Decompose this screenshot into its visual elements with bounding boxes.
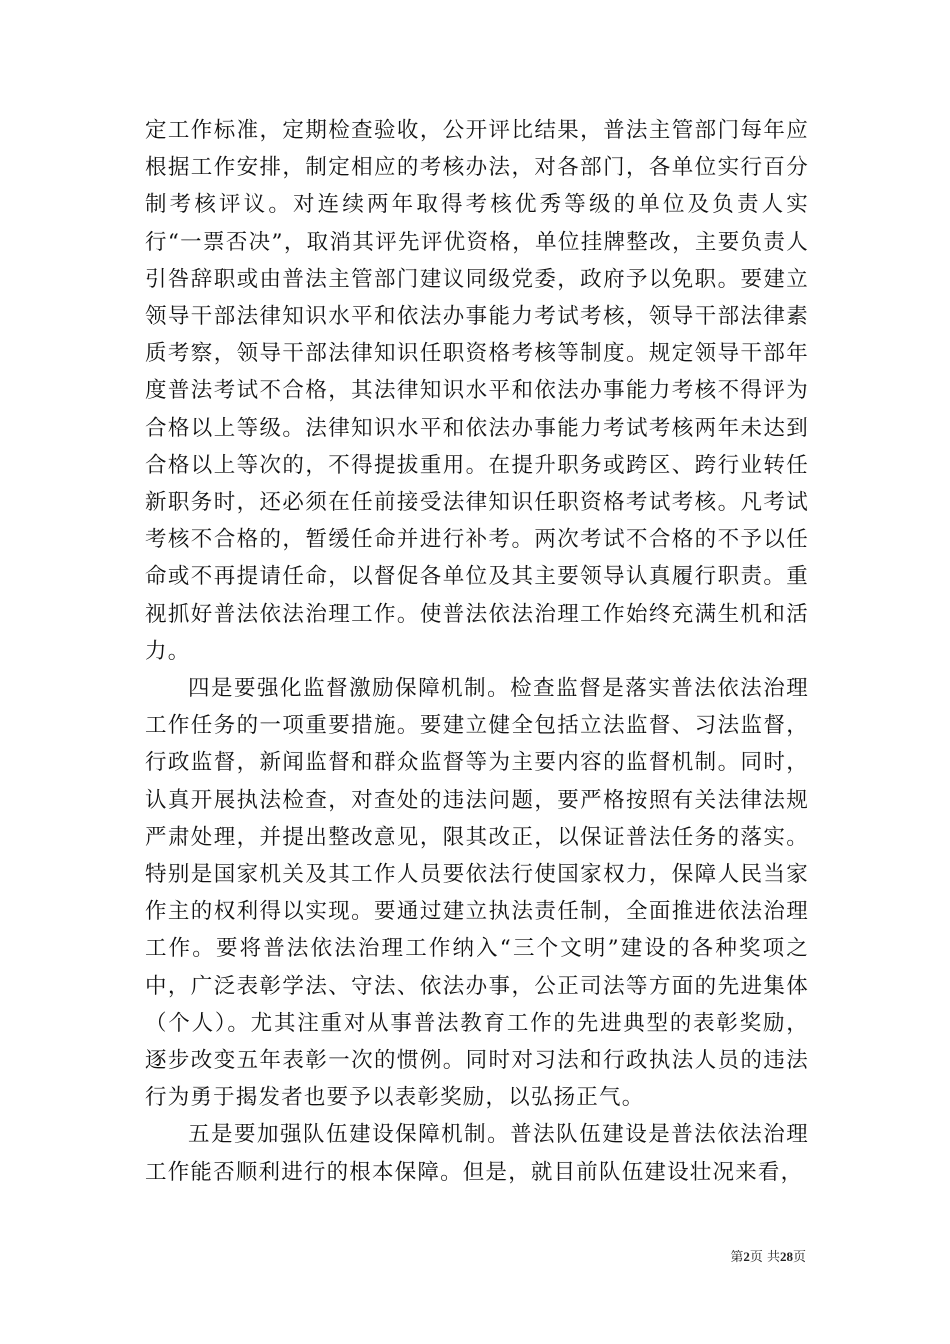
footer-page-number: 2 [743,1249,750,1264]
document-body [145,112,809,1191]
paragraph-2: 四是要强化监督激励保障机制。检查监督是落实普法依法治理工作任务的一项重要措施。要建立健全包括立法监督、习法监督，行政监督，新闻监督和群众监督等为主要内容的监督机制。同时，认真开展执法检查，对查处的违法问题，要严格按照有关法律法规严肃处理，并提出整改意见，限其改正，以保证普法任务的落实。特别是国家机关及其工作人员要依法行使国家权力，保障人民当家作主的权利得以实现。要通过建立执法责任制，全面推进依法治理工作。要将普法依法治理工作纳入“三个文明”建设的各种奖项之中，广泛表彰学法、守法、依法办事，公正司法等方面的先进集体（个人）。尤其注重对从事普法教育工作的先进典型的表彰奖励，逐步改变五年表彰一次的惯例。同时对习法和行政执法人员的违法行为勇于揭发者也要予以表彰奖励，以弘扬正气。 [145,676,809,1111]
footer-middle: 页 共 [749,1250,780,1265]
footer-prefix: 第 [730,1250,744,1265]
paragraph-1: 定工作标准，定期检查验收，公开评比结果，普法主管部门每年应根据工作安排，制定相应的考核办法，对各部门，各单位实行百分制考核评议。对连续两年取得考核优秀等级的单位及负责人实行“一票否决”，取消其评先评优资格，单位挂牌整改，主要负责人引咎辞职或由普法主管部门建议同级党委，政府予以免职。要建立领导干部法律知识水平和依法办事能力考试考核，领导干部法律素质考察，领导干部法律知识任职资格考核等制度。规定领导干部年度普法考试不合格，其法律知识水平和依法办事能力考核不得评为合格以上等级。法律知识水平和依法办事能力考试考核两年未达到合格以上等次的，不得提拔重用。在提升职务或跨区、跨行业转任新职务时，还必须在任前接受法律知识任职资格考试考核。凡考试考核不合格的，暂缓任命并进行补考。两次考试不合格的不予以任命或不再提请任命，以督促各单位及其主要领导认真履行职责。重视抓好普法依法治理工作。使普法依法治理工作始终充满生机和活力。 [145,118,809,664]
page-footer [0,1246,806,1265]
footer-suffix: 页 [792,1250,806,1265]
paragraph-3: 五是要加强队伍建设保障机制。普法队伍建设是普法依法治理工作能否顺利进行的根本保障。但是，就目前队伍建设壮况来看， [145,1122,809,1185]
footer-total-pages: 28 [779,1249,793,1264]
